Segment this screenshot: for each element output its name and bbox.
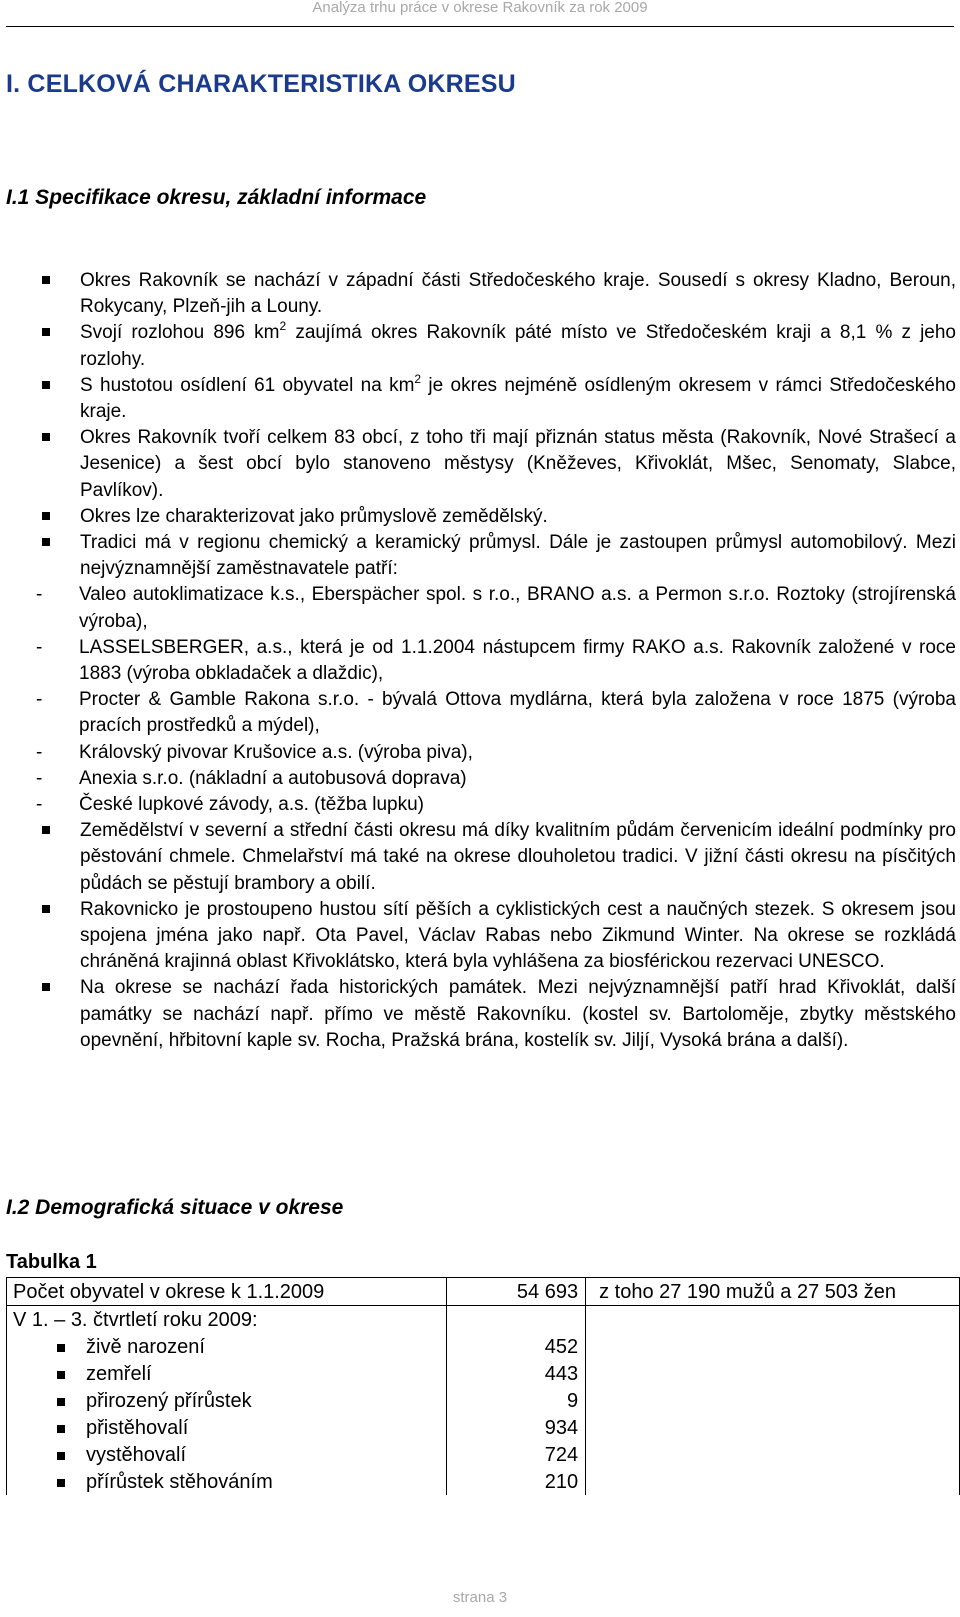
- row-value: 452: [446, 1333, 585, 1360]
- dash-marker: -: [36, 741, 43, 763]
- section-2-title: I.2 Demografická situace v okrese: [6, 1196, 344, 1219]
- square-bullet-icon: [42, 512, 50, 520]
- area-superscript: 2: [279, 319, 287, 334]
- square-bullet-icon: [57, 1371, 65, 1379]
- square-bullet-icon: [57, 1452, 65, 1460]
- employer-text: Anexia s.r.o. (nákladní a autobusová doprava): [79, 767, 467, 789]
- running-header: Analýza trhu práce v okrese Rakovník za rok 2009: [312, 0, 648, 16]
- bullet-item-location: [6, 268, 956, 320]
- bullet-text: Zemědělství v severní a střední části okresu má díky kvalitním půdám červenicím ideální podmínky pro pěstování chmele. Chmelařství má také na okrese dlouholetou tradici. V jižní části okresu na písčitých půdách se pěstují brambory a obilí.: [80, 820, 956, 894]
- table-row: [7, 1387, 960, 1414]
- row-label: přistěhovalí: [86, 1416, 189, 1439]
- population-value: 54 693: [446, 1278, 585, 1306]
- employer-item: [6, 766, 956, 792]
- employer-item: [6, 635, 956, 687]
- section-1-content: [6, 268, 956, 1054]
- row-value: 934: [446, 1414, 585, 1441]
- bullet-item-area: [6, 320, 956, 372]
- table-row: [7, 1468, 960, 1495]
- square-bullet-icon: [42, 276, 50, 284]
- employer-text: Královský pivovar Krušovice a.s. (výroba piva),: [79, 741, 473, 763]
- density-text-after: je okres nejméně osídleným okresem: [421, 374, 752, 396]
- employer-text: Valeo autoklimatizace k.s., Eberspächer spol. s r.o., BRANO a.s. a Permon s.r.o. Roztoky (strojírenská výroba),: [79, 584, 956, 632]
- population-label: Počet obyvatel v okrese k 1.1.2009: [7, 1278, 447, 1306]
- table-row: [7, 1360, 960, 1387]
- area-text-end: 8,1 % z jeho rozlohy.: [80, 322, 957, 370]
- table-row: [7, 1333, 960, 1360]
- bullet-item-tourism: [6, 897, 956, 976]
- bullet-item-monuments: [6, 975, 956, 1054]
- bullet-item-density: [6, 373, 956, 425]
- row-label: živě narození: [86, 1335, 205, 1358]
- employer-item: [6, 740, 956, 766]
- dash-marker: -: [36, 689, 43, 711]
- employer-text: České lupkové závody, a.s. (těžba lupku): [79, 794, 424, 816]
- row-value: 210: [446, 1468, 585, 1495]
- row-label: přírůstek stěhováním: [86, 1470, 273, 1493]
- density-text-before: S hustotou osídlení 61 obyvatel na km: [80, 374, 415, 396]
- demography-table: [6, 1277, 960, 1495]
- dash-marker: -: [36, 584, 43, 606]
- period-label: V 1. – 3. čtvrtletí roku 2009:: [7, 1306, 447, 1334]
- square-bullet-icon: [42, 905, 50, 913]
- table-row: [7, 1414, 960, 1441]
- employer-item: [6, 687, 956, 739]
- square-bullet-icon: [42, 381, 50, 389]
- info-bullet-list: [6, 268, 956, 1054]
- square-bullet-icon: [42, 826, 50, 834]
- table-caption: Tabulka 1: [6, 1251, 97, 1273]
- bullet-item-industry: [6, 530, 956, 818]
- dash-marker: -: [36, 794, 43, 816]
- row-label: zemřelí: [86, 1362, 152, 1385]
- bullet-item-character: [6, 504, 956, 530]
- square-bullet-icon: [57, 1479, 65, 1487]
- bullet-item-municipalities: [6, 425, 956, 504]
- bullet-text: Tradici má v regionu chemický a keramický průmysl. Dále je zastoupen průmysl automobilový. Mezi nejvýznamnější zaměstnavatele patří:: [80, 532, 956, 580]
- period-value: [446, 1306, 585, 1334]
- chapter-title: I. CELKOVÁ CHARAKTERISTIKA OKRESU: [6, 70, 516, 98]
- dash-marker: -: [36, 636, 43, 658]
- square-bullet-icon: [57, 1344, 65, 1352]
- square-bullet-icon: [42, 983, 50, 991]
- table-row: [7, 1278, 960, 1306]
- header-rule: [6, 26, 954, 27]
- employer-text: LASSELSBERGER, a.s., která je od 1.1.2004 nástupcem firmy RAKO a.s. Rakovník založené v roce 1883 (výroba obkladaček a dlaždic),: [79, 636, 956, 685]
- row-value: 443: [446, 1360, 585, 1387]
- square-bullet-icon: [57, 1398, 65, 1406]
- table-row: [7, 1306, 960, 1334]
- population-note: z toho 27 190 mužů a 27 503 žen: [586, 1278, 960, 1306]
- square-bullet-icon: [57, 1425, 65, 1433]
- dash-marker: -: [36, 767, 43, 789]
- table-row: [7, 1441, 960, 1468]
- area-text-before: Svojí rozlohou 896 km: [80, 322, 280, 344]
- row-value: 724: [446, 1441, 585, 1468]
- bullet-text: Okres Rakovník se nachází v západní části Středočeského kraje. Sousedí s okresy Kladno, Beroun, Rokycany, Plzeň-jih a Louny.: [80, 270, 956, 318]
- row-label: přirozený přírůstek: [86, 1389, 252, 1412]
- section-1-title: I.1 Specifikace okresu, základní informace: [6, 186, 427, 209]
- bullet-text: Rakovnicko je prostoupeno hustou sítí pěších a cyklistických cest a naučných stezek. S okresem jsou spojena jména jako např. Ota Pavel, Václav Rabas nebo Zikmund Winter. Na okrese se rozkládá chráněná krajinná oblast Křivoklátsko, která byla vyhlášena za biosférickou rezervaci UNESCO.: [80, 898, 956, 973]
- square-bullet-icon: [42, 433, 50, 441]
- density-superscript: 2: [414, 371, 422, 386]
- bullet-text: Okres lze charakterizovat jako průmyslově zemědělský.: [80, 505, 548, 527]
- bullet-item-agriculture: [6, 818, 956, 897]
- square-bullet-icon: [42, 538, 50, 546]
- employer-text: Procter & Gamble Rakona s.r.o. - bývalá Ottova mydlárna, která byla založena v roce 1875 (výroba pracích prostředků a mýdel),: [79, 689, 956, 737]
- row-value: 9: [446, 1387, 585, 1414]
- area-text-after: zaujímá okres Rakovník páté místo ve Středočeském kraji a: [286, 322, 831, 344]
- bullet-text: Okres Rakovník tvoří celkem 83 obcí, z toho tři mají přiznán status města (Rakovník, Nové Strašecí a Jesenice) a šest obcí bylo stanoveno městysy (Kněževes, Křivoklát, Mšec, Senomaty, Slabce, Pavlíkov).: [80, 427, 956, 501]
- bullet-text: Na okrese se nachází řada historických památek. Mezi nejvýznamnější patří hrad Křivoklát, další památky se nachází např. přímo ve městě Rakovníku. (kostel sv. Bartoloměje, zbytky městského opevnění, hřbitovní kaple sv. Rocha, Pražská brána, kostelík sv. Jiljí, Vysoká brána a další).: [80, 977, 956, 1051]
- page-number: strana 3: [452, 1589, 508, 1606]
- employer-item: [6, 792, 956, 818]
- row-label: vystěhovalí: [86, 1443, 187, 1466]
- period-note: [586, 1306, 960, 1334]
- square-bullet-icon: [42, 328, 50, 336]
- density-text-end: v rámci Středočeského kraje.: [80, 374, 956, 423]
- employer-list: [6, 582, 956, 818]
- employer-item: [6, 582, 956, 634]
